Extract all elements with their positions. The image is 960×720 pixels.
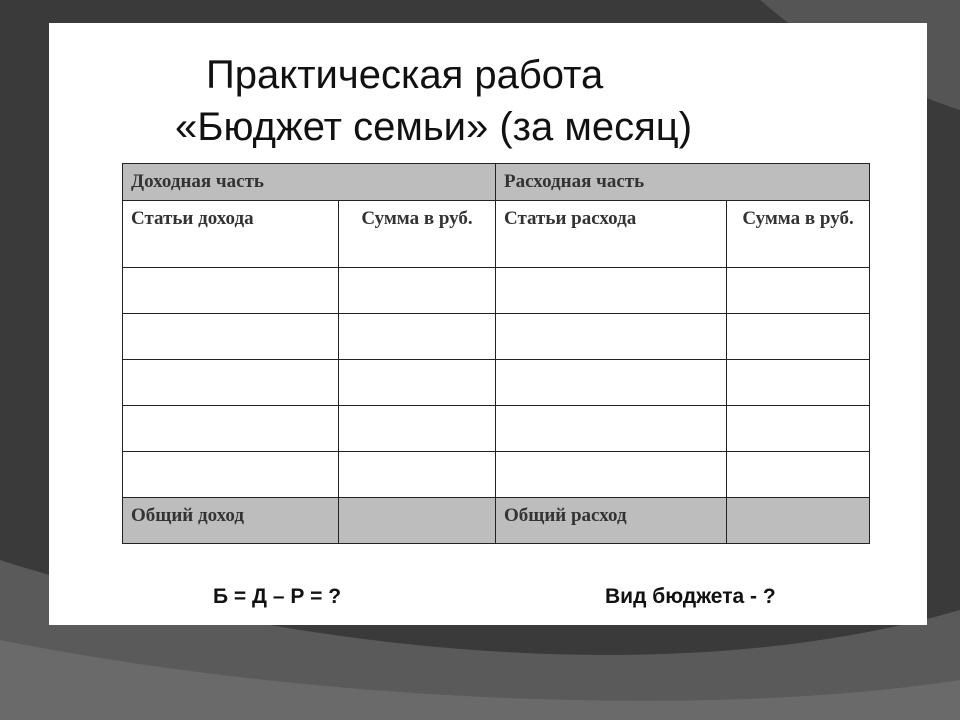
income-sum-cell[interactable] — [339, 406, 496, 452]
income-item-cell[interactable] — [123, 452, 339, 498]
total-income-label: Общий доход — [123, 498, 339, 544]
income-sum-cell[interactable] — [339, 360, 496, 406]
table-row — [123, 452, 870, 498]
income-sum-cell[interactable] — [339, 314, 496, 360]
income-header: Доходная часть — [123, 164, 496, 201]
budget-type-question: Вид бюджета - ? — [605, 585, 776, 608]
total-income-value-cell[interactable] — [339, 498, 496, 544]
table-row — [123, 406, 870, 452]
expense-item-cell[interactable] — [496, 360, 727, 406]
budget-table — [122, 163, 870, 544]
page-title-line2: «Бюджет семьи» (за месяц) — [175, 105, 693, 149]
expense-sum-cell[interactable] — [727, 268, 870, 314]
expense-sum-cell[interactable] — [727, 360, 870, 406]
expense-items-header: Статьи расхода — [496, 201, 727, 268]
income-items-header: Статьи дохода — [123, 201, 339, 268]
expense-sum-cell[interactable] — [727, 406, 870, 452]
expense-item-cell[interactable] — [496, 268, 727, 314]
expense-sum-header: Сумма в руб. — [727, 201, 870, 268]
expense-sum-cell[interactable] — [727, 314, 870, 360]
expense-item-cell[interactable] — [496, 452, 727, 498]
table-subheader-row — [123, 201, 870, 268]
expense-item-cell[interactable] — [496, 406, 727, 452]
table-total-row — [123, 498, 870, 544]
expense-sum-cell[interactable] — [727, 452, 870, 498]
income-sum-cell[interactable] — [339, 452, 496, 498]
total-expense-label: Общий расход — [496, 498, 727, 544]
slide — [49, 23, 927, 625]
table-row — [123, 268, 870, 314]
expense-header: Расходная часть — [496, 164, 870, 201]
income-sum-cell[interactable] — [339, 268, 496, 314]
table-header-row — [123, 164, 870, 201]
table-row — [123, 314, 870, 360]
page-title-line1: Практическая работа — [206, 53, 604, 97]
total-expense-value-cell[interactable] — [727, 498, 870, 544]
table-row — [123, 360, 870, 406]
income-sum-header: Сумма в руб. — [339, 201, 496, 268]
balance-formula: Б = Д – Р = ? — [213, 585, 342, 608]
income-item-cell[interactable] — [123, 360, 339, 406]
income-item-cell[interactable] — [123, 268, 339, 314]
income-item-cell[interactable] — [123, 406, 339, 452]
income-item-cell[interactable] — [123, 314, 339, 360]
expense-item-cell[interactable] — [496, 314, 727, 360]
